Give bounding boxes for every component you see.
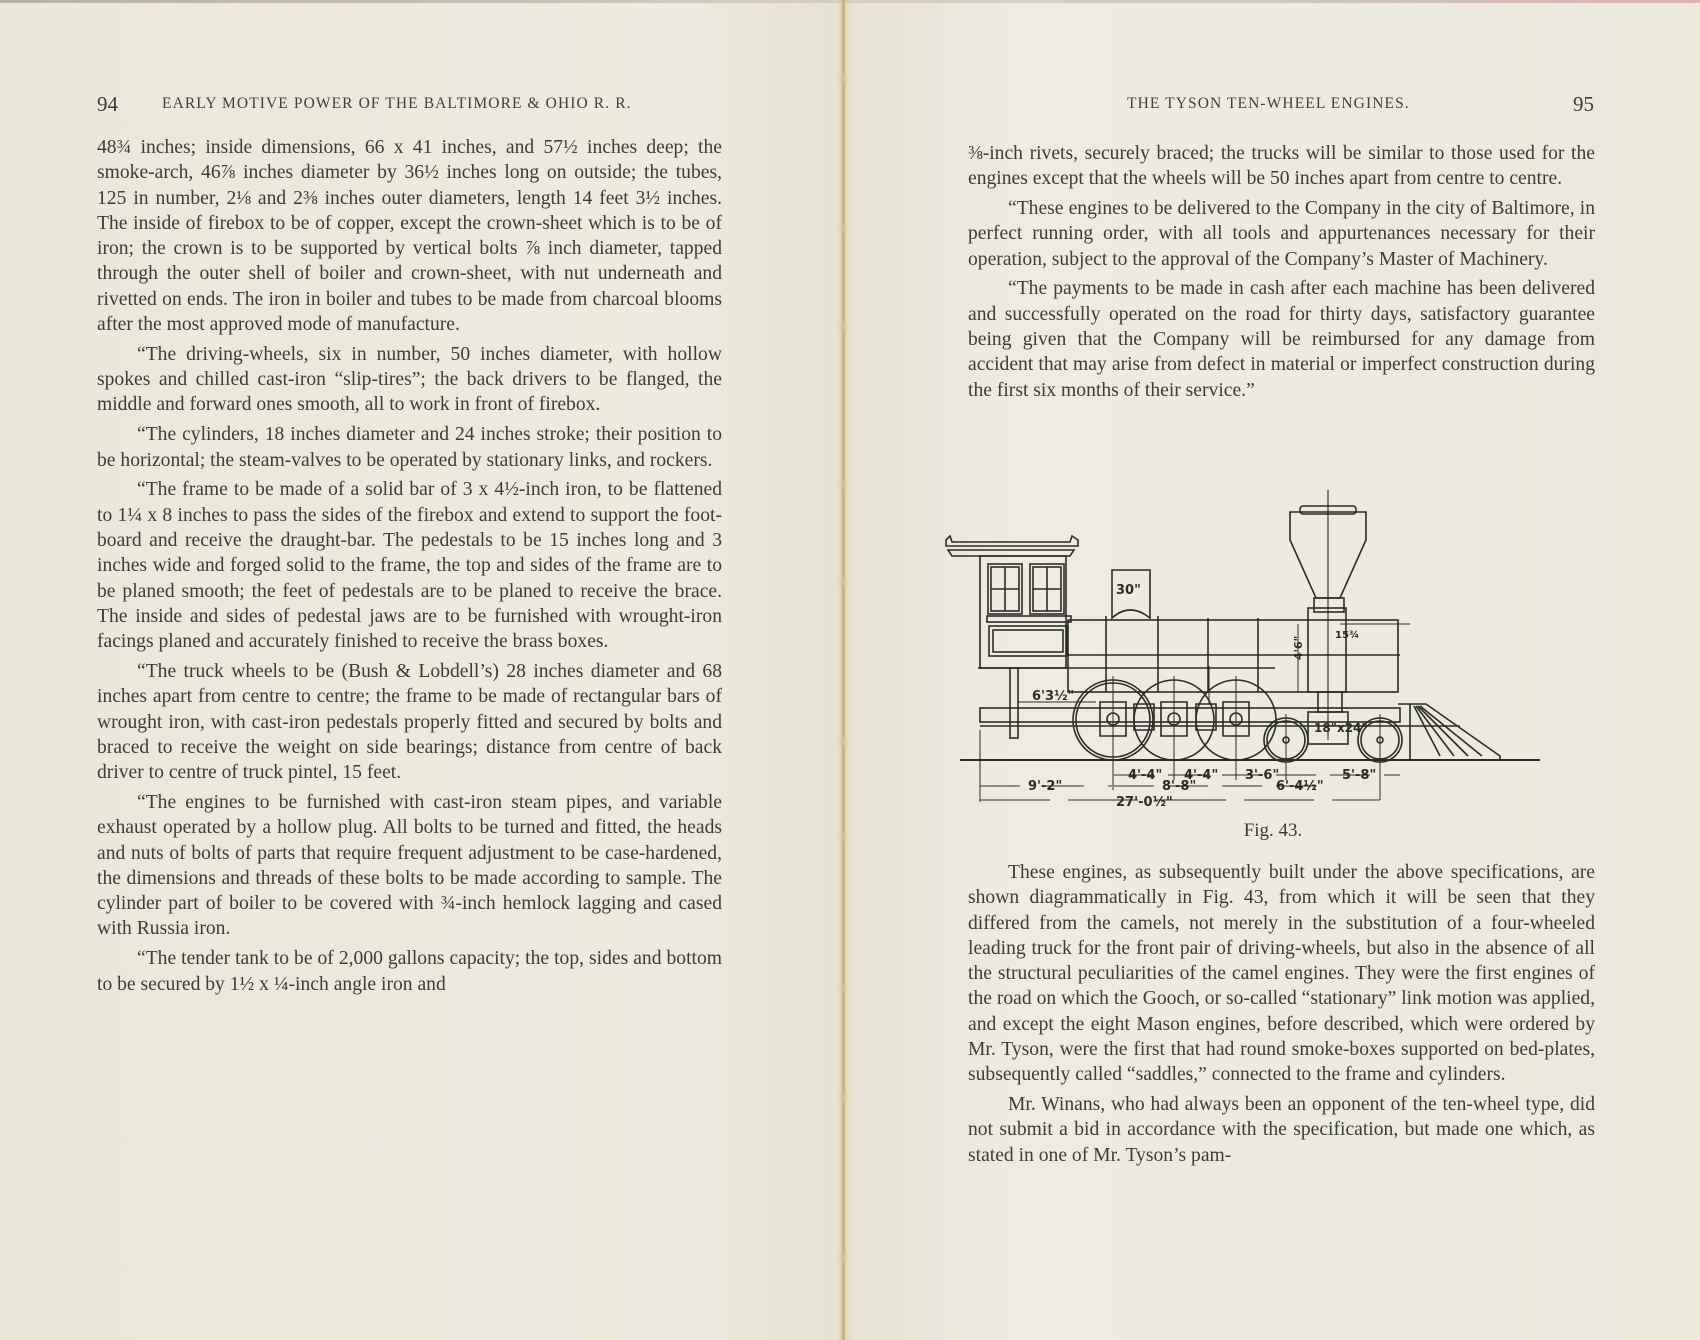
locomotive-diagram	[940, 490, 1620, 830]
paragraph: “The cylinders, 18 inches diameter and 24 inches stroke; their position to be horizontal; the steam-valves to be operated by stationary links, and rockers.	[97, 424, 722, 471]
dim-dome-width: 30"	[1116, 583, 1141, 598]
svg-text:9'-2": 9'-2"	[1028, 779, 1063, 794]
left-page	[0, 0, 840, 1340]
svg-text:6'-4½": 6'-4½"	[1276, 779, 1324, 794]
locomotive-drawing-icon	[940, 490, 1620, 830]
paragraph: “The tender tank to be of 2,000 gallons capacity; the top, sides and bottom to be secured by 1½ x ¼-inch angle iron and	[97, 948, 722, 995]
paragraph: “The driving-wheels, six in number, 50 inches diameter, with hollow spokes and chilled cast-iron “slip-tires”; the back drivers to be flanged, the middle and forward ones smooth, all to work in front of firebox.	[97, 343, 722, 416]
right-page	[846, 0, 1700, 1340]
figure-caption: Fig. 43.	[1243, 820, 1303, 841]
svg-text:4'-4": 4'-4"	[1184, 768, 1219, 783]
svg-text:18"x24": 18"x24"	[1314, 721, 1368, 735]
svg-text:5'-8": 5'-8"	[1342, 768, 1377, 783]
running-head-right: THE TYSON TEN-WHEEL ENGINES.	[1127, 95, 1410, 112]
paragraph: ⅜-inch rivets, securely braced; the trucks will be similar to those used for the engines except that the wheels will be 50 inches apart from centre to centre.	[968, 143, 1595, 190]
svg-text:8'-8": 8'-8"	[1162, 779, 1197, 794]
svg-text:4'6": 4'6"	[1292, 635, 1305, 660]
svg-text:4'-4": 4'-4"	[1128, 768, 1163, 783]
page-number-left: 94	[97, 92, 118, 116]
svg-text:27'-0½": 27'-0½"	[1116, 795, 1173, 810]
right-page-body-top	[968, 141, 1595, 407]
svg-text:6'3½": 6'3½"	[1032, 689, 1075, 704]
paragraph: 48¾ inches; inside dimensions, 66 x 41 inches, and 57½ inches deep; the smoke-arch, 46⅞ inches diameter by 36½ inches long on outside; the tubes, 125 in number, 2⅛ and 2⅜ inches outer diameters, length 14 feet 3½ inches. The inside of firebox to be of copper, except the crown-sheet which is to be of iron; the crown is to be supported by vertical bolts ⅞ inch diameter, tapped through the outer shell of boiler and crown-sheet, with nut underneath and rivetted on ends. The iron in boiler and tubes to be made from charcoal blooms after the most approved mode of manufacture.	[97, 137, 722, 336]
paragraph: These engines, as subsequently built under the above specifications, are shown diagrammatically in Fig. 43, from which it will be seen that they differed from the camels, not merely in the substitution of a four-wheeled leading truck for the front pair of driving-wheels, but also in the absence of all the structural peculiarities of the camel engines. They were the first engines of the road on which the Gooch, or so-called “stationary” link motion was applied, and except the eight Mason engines, before described, which were ordered by Mr. Tyson, were the first that had round smoke-boxes supported on bed-plates, subsequently called “saddles,” connected to the frame and cylinders.	[968, 862, 1595, 1086]
svg-text:15¾: 15¾	[1335, 630, 1360, 641]
paragraph: “The payments to be made in cash after each machine has been delivered and successfully operated on the road for thirty days, satisfactory guarantee being given that the Company will be reimbursed for any damage from accident that may arise from defect in material or imperfect construction during the first six months of their service.”	[968, 278, 1595, 401]
svg-text:3'-6": 3'-6"	[1245, 768, 1280, 783]
paragraph: “The engines to be furnished with cast-iron steam pipes, and variable exhaust operated by a hollow plug. All bolts to be turned and fitted, the heads and nuts of bolts of parts that require frequent adjustment to be case-hardened, the dimensions and threads of these bolts to be made according to sample. The cylinder part of boiler to be covered with ¾-inch hemlock lagging and cased with Russia iron.	[97, 791, 722, 940]
page-number-right: 95	[1573, 92, 1594, 116]
paragraph: “The frame to be made of a solid bar of 3 x 4½-inch iron, to be flattened to 1¼ x 8 inches to pass the sides of the firebox and extend to support the foot-board and receive the draught-bar. The pedestals to be 15 inches long and 3 inches wide and forged solid to the frame, the top and sides of the frame are to be planed smooth; the feet of pedestals are to be planed to receive the brace. The inside and sides of pedestal jaws are to be furnished with wrought-iron facings planed and accurately finished to receive the brass boxes.	[97, 479, 722, 653]
right-page-body-bottom	[968, 860, 1595, 1173]
running-head-left: EARLY MOTIVE POWER OF THE BALTIMORE & OHIO R. R.	[162, 95, 632, 112]
paragraph: “The truck wheels to be (Bush & Lobdell’s) 28 inches diameter and 68 inches apart from centre to centre; the frame to be made of rectangular bars of wrought iron, with cast-iron pedestals properly fitted and secured by bolts and braced to receive the weight on side bearings; distance from centre of back driver to centre of truck pintel, 15 feet.	[97, 660, 722, 784]
paragraph: Mr. Winans, who had always been an opponent of the ten-wheel type, did not submit a bid in accordance with the specification, but made one which, as stated in one of Mr. Tyson’s pam-	[968, 1094, 1595, 1166]
left-page-body	[97, 135, 722, 1001]
paragraph: “These engines to be delivered to the Company in the city of Baltimore, in perfect running order, with all tools and appurtenances necessary for their operation, subject to the approval of the Company’s Master of Machinery.	[968, 198, 1595, 270]
